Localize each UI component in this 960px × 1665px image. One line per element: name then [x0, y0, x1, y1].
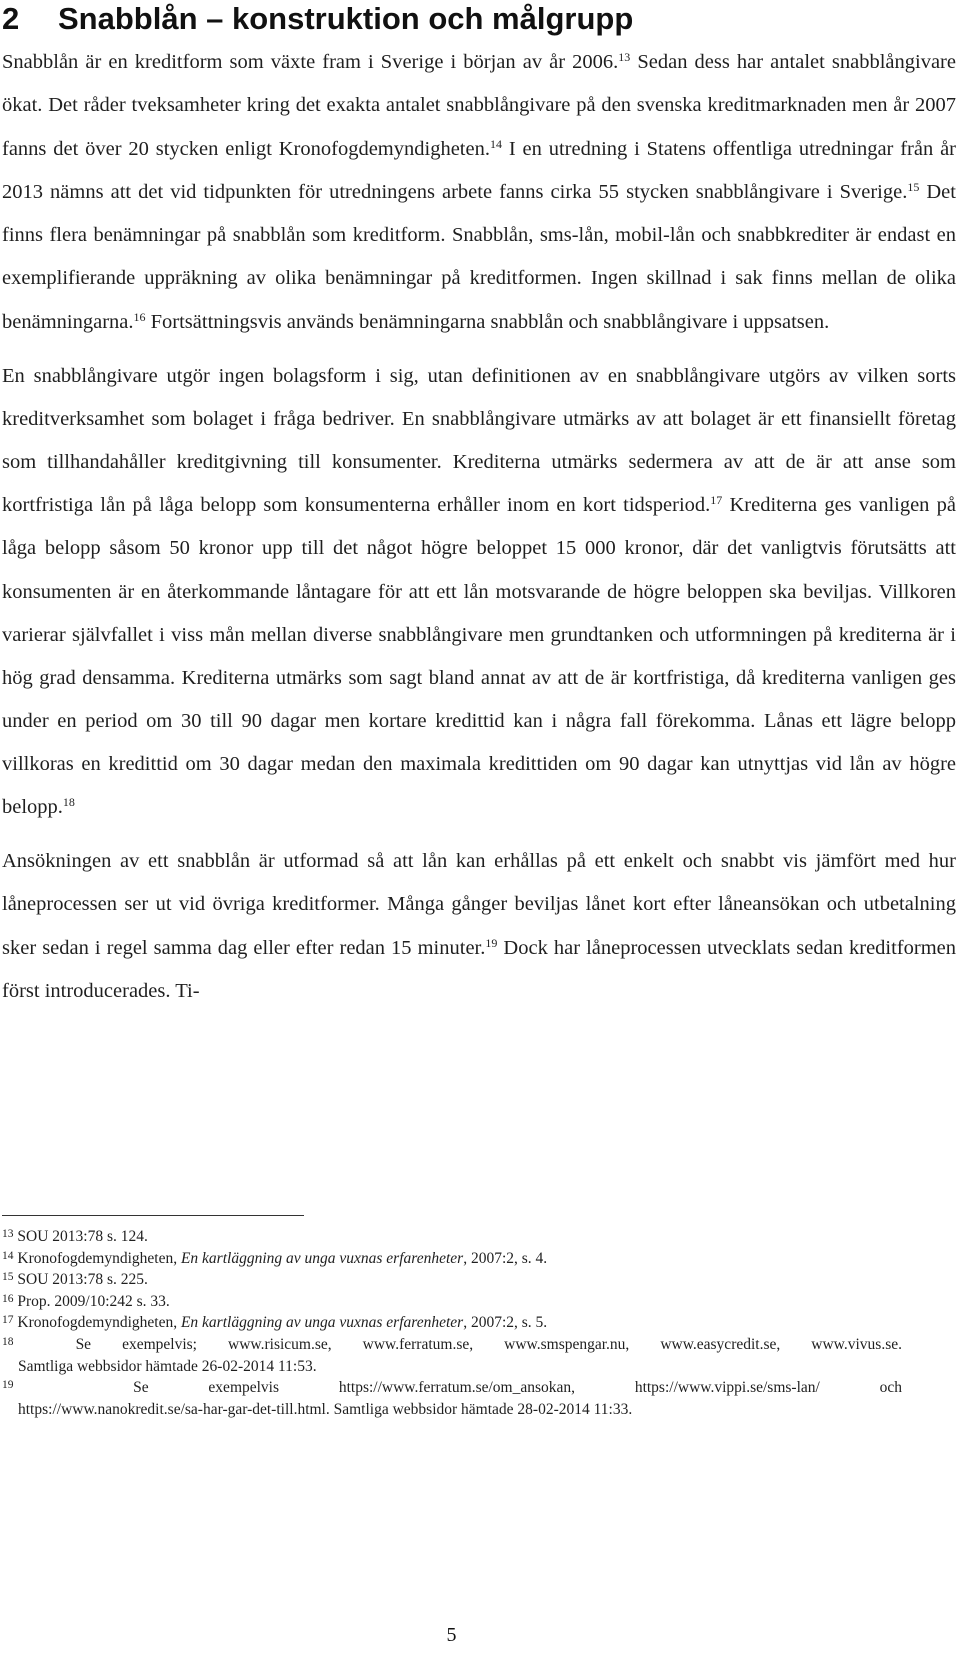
text-run: Det finns flera benämningar på snabblån som kreditform. Snabblån, sms-lån, mobil-lån och snabbkrediter är endast en exemplifierande uppräkning av olika benämningar på kreditformen. Ingen skillnad i sak finns mellan de olika benämningarna.	[2, 180, 956, 333]
text-run: En snabblångivare utgör ingen bolagsform i sig, utan definitionen av en snabblångivare utgörs av vilken sorts kreditverksamhet som bolaget i fråga bedriver. En snabblångivare utmärks av att bolaget är ett finansiellt företag som tillhandahåller kreditgivning till konsumenter. Krediterna utmärks sedermera av att de är att anse som kortfristiga lån på låga belopp som konsumenterna erhåller inom en kort tidsperiod.	[2, 365, 956, 517]
text-run: Sedan dess har antalet snabblångivare ökat. Det råder tveksamheter kring det exakta antalet snabblångivare på den svenska kreditmarknaden men år 2007 fanns det över 20 stycken enligt Kronofogdemyndigheten.	[2, 51, 956, 160]
text-run: I en utredning i Statens offentliga utredningar från år 2013 nämns att det vid tidpunkten för utredningens arbete fanns cirka 55 stycken snabblångivare i Sverige.	[2, 137, 956, 203]
footnote-19	[2, 1377, 902, 1399]
text-run: Prop. 2009/10:242 s. 33.	[17, 1292, 170, 1310]
footnote-14	[2, 1248, 902, 1270]
text-run: Se exempelvis; www.risicum.se, www.ferratum.se, www.smspengar.nu, www.easycredit.se, www.vivus.se.	[75, 1335, 902, 1353]
text-run: Snabblån är en kreditform som växte fram i Sverige i början av år 2006.	[2, 51, 619, 73]
text-run: Krediterna ges vanligen på låga belopp såsom 50 kronor upp till det något högre beloppet 15 000 kronor, där det vanligtvis förutsätts att konsumenten är en återkommande låntagare för att ett lån motsvarande de högre beloppen ska beviljas. Villkoren varierar självfallet i viss mån mellan diverse snabblångivare men grundtanken och utformningen på krediterna är i hög grad densamma. Krediterna utmärks som sagt bland annat av att de är kortfristiga, då krediterna vanligen ges under en period om 30 till 90 dagar men kortare kredittid kan i några fall förekomma. Lånas ett lägre belopp villkoras en kredittid om 30 dagar medan den maximala kredittiden om 90 dagar kan utnyttjas vid lån av högre belopp.	[2, 494, 956, 819]
footnote-number: 19	[2, 1379, 14, 1392]
footnote-separator	[2, 1215, 304, 1216]
text-run: Kronofogdemyndigheten,	[17, 1249, 181, 1267]
footnote-number: 18	[2, 1335, 14, 1348]
footnote-reference: 16	[133, 309, 146, 324]
page-number: 5	[446, 1624, 457, 1646]
footnote-reference: 15	[907, 179, 920, 194]
footnote-reference: 14	[489, 136, 502, 151]
text-run: SOU 2013:78 s. 124.	[17, 1228, 148, 1245]
footnote-number: 16	[2, 1292, 14, 1305]
text-run: , 2007:2, s. 4.	[463, 1249, 548, 1267]
text-run: Ansökningen av ett snabblån är utformad så att lån kan erhållas på ett enkelt och snabbt vis jämfört med hur låneprocessen ser ut vid övriga kreditformer. Många gånger beviljas lånet kort efter låneansökan och utbetalning sker sedan i regel samma dag eller efter redan 15 minuter.	[2, 850, 956, 959]
text-run: Se exempelvis https://www.ferratum.se/om_ansokan, https://www.vippi.se/sms-lan/ och	[133, 1379, 903, 1397]
footnote-reference: 17	[710, 493, 723, 508]
footnote-16	[2, 1291, 902, 1313]
italic-title: En kartläggning av unga vuxnas erfarenheter	[180, 1314, 464, 1332]
footnote-18	[2, 1334, 902, 1356]
text-run: SOU 2013:78 s. 225.	[17, 1271, 148, 1289]
footnote-18-continued: Samtliga webbsidor hämtade 26-02-2014 11:53.	[18, 1357, 317, 1375]
paragraph-2	[2, 355, 956, 829]
italic-title: En kartläggning av unga vuxnas erfarenheter	[180, 1249, 464, 1267]
section-heading	[2, 0, 633, 38]
paragraph-3	[2, 840, 956, 1013]
text-run: Fortsättningsvis används benämningarna snabblån och snabblångivare i uppsatsen.	[145, 310, 830, 333]
body-text	[2, 41, 956, 1013]
text-run: Dock har låneprocessen utvecklats sedan kreditformen först introducerades. Ti-	[2, 936, 957, 1002]
footnote-19-continued: https://www.nanokredit.se/sa-har-gar-det-till.html. Samtliga webbsidor hämtade 28-02-2014 11:33.	[18, 1400, 633, 1418]
footnote-reference: 13	[618, 50, 631, 64]
text-run: , 2007:2, s. 5.	[463, 1314, 548, 1332]
footnote-17	[2, 1312, 902, 1334]
footnote-13	[2, 1226, 902, 1248]
footnote-number: 17	[2, 1314, 14, 1327]
footnote-number: 13	[2, 1228, 14, 1240]
section-number: 2	[2, 1, 20, 36]
footnote-reference: 18	[62, 795, 75, 810]
footnote-15	[2, 1269, 902, 1291]
footnote-reference: 19	[485, 935, 498, 950]
footnote-number: 14	[2, 1249, 14, 1262]
paragraph-1	[2, 41, 956, 344]
section-title: Snabblån – konstruktion och målgrupp	[58, 1, 634, 36]
text-run: Kronofogdemyndigheten,	[17, 1314, 181, 1332]
footnote-number: 15	[2, 1271, 14, 1284]
footnotes	[2, 1226, 902, 1420]
